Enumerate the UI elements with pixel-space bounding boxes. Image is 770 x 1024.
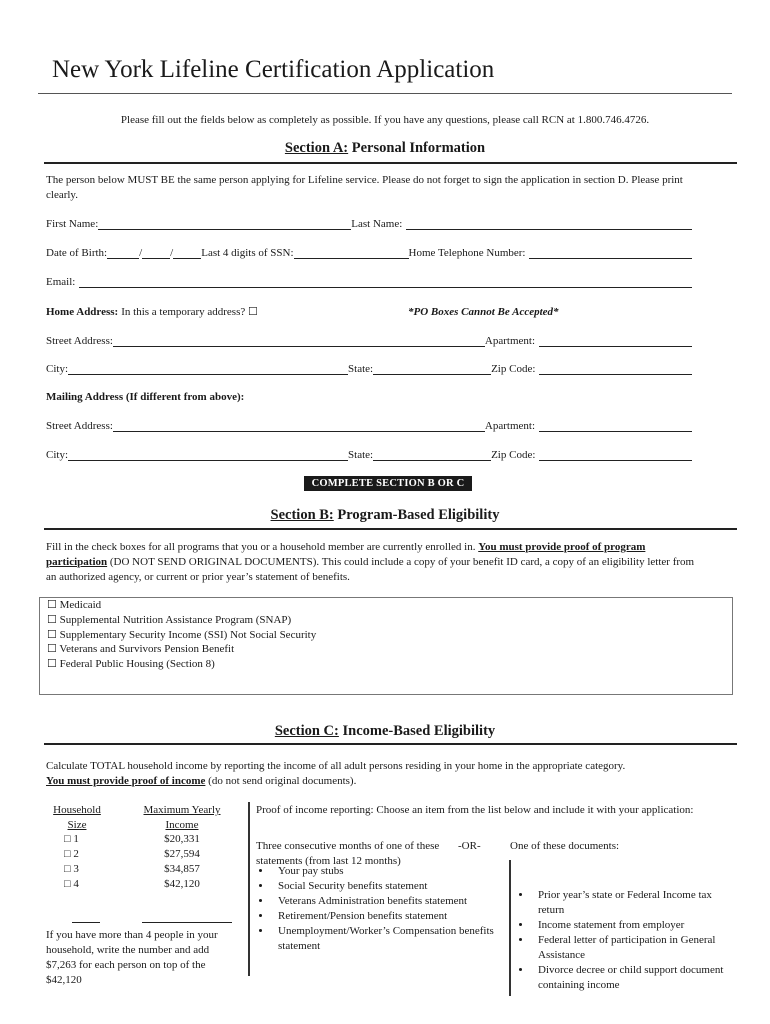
- document-item: • Prior year’s state or Federal Income tax return: [532, 888, 724, 918]
- household-size-checkbox[interactable]: □ 2: [64, 848, 79, 860]
- first-name-field[interactable]: [98, 217, 351, 230]
- city-row: [46, 359, 692, 375]
- city-label: City:: [46, 449, 69, 461]
- section-c-instructions: [46, 759, 726, 789]
- statement-item: • Veterans Administration benefits statement: [272, 894, 504, 909]
- street-field[interactable]: [113, 334, 485, 347]
- state-label: State:: [348, 363, 374, 375]
- street-label: Street Address:: [46, 335, 113, 347]
- income-value: $34,857: [164, 863, 200, 875]
- section-b-title: Program-Based Eligibility: [337, 507, 500, 523]
- income-header-1: Maximum Yearly: [143, 804, 221, 816]
- home-address-row: [46, 302, 692, 318]
- apartment-label: Apartment:: [484, 420, 536, 432]
- dob-separator: /: [170, 247, 174, 259]
- statement-item: • Unemployment/Worker’s Compensation benefits statement: [272, 924, 504, 954]
- zip-field[interactable]: [539, 362, 692, 375]
- mailing-street-field[interactable]: [113, 419, 485, 432]
- more-than-4-note: If you have more than 4 people in your household, write the number and add $7,263 for each person on top of the $42,120: [46, 929, 218, 986]
- street-label: Street Address:: [46, 420, 113, 432]
- section-b-divider: [44, 528, 737, 530]
- documents-divider: [509, 860, 511, 996]
- section-b-instr-2: (DO NOT SEND ORIGINAL DOCUMENTS). This could include a copy of your benefit ID card, a copy of an eligibility letter from an authorized agency, or current or prior year’s statement of benefits.: [46, 556, 695, 583]
- program-checkbox-veterans[interactable]: ☐ Veterans and Survivors Pension Benefit: [47, 643, 235, 656]
- income-header-2: Income: [165, 819, 199, 831]
- statement-item: • Your pay stubs: [272, 864, 504, 879]
- household-header-1: Household: [53, 804, 101, 816]
- phone-field[interactable]: [529, 246, 692, 259]
- household-size-header: [46, 803, 108, 833]
- apartment-field[interactable]: [539, 334, 692, 347]
- email-label: Email:: [46, 276, 76, 288]
- income-value: $27,594: [164, 848, 200, 860]
- household-size-checkbox[interactable]: □ 1: [64, 833, 79, 845]
- document-item: • Income statement from employer: [532, 918, 724, 933]
- intro-text: Please fill out the fields below as completely as possible. If you have any questions, please call RCN at 1.800.746.4726.: [120, 114, 650, 126]
- program-checkbox-housing[interactable]: ☐ Federal Public Housing (Section 8): [47, 658, 215, 671]
- section-c-label: Section C:: [274, 723, 339, 739]
- ssn-label: Last 4 digits of SSN:: [201, 247, 294, 259]
- temporary-address-checkbox[interactable]: In this a temporary address? ☐: [121, 306, 258, 318]
- section-a-heading: [38, 140, 732, 157]
- household-header-2: Size: [67, 819, 87, 831]
- proof-reporting-text: Proof of income reporting: Choose an item from the list below and include it with your application:: [256, 804, 694, 816]
- income-value: $42,120: [164, 878, 200, 890]
- extra-household-size-field[interactable]: [72, 922, 100, 923]
- income-list: [132, 832, 232, 892]
- section-b-proof-notice: You must provide proof of program participation: [46, 541, 646, 568]
- street-row: [46, 331, 692, 347]
- dob-month-field[interactable]: [107, 246, 139, 259]
- one-of-documents-text: One of these documents:: [510, 840, 620, 852]
- section-a-label: Section A:: [284, 140, 349, 156]
- section-b-label: Section B:: [270, 507, 334, 523]
- statements-list: [254, 864, 504, 954]
- ssn-field[interactable]: [294, 246, 409, 259]
- section-c-instr-1: Calculate TOTAL household income by reporting the income of all adult persons residing in your home in the appropriate category.: [46, 760, 626, 772]
- zip-label: Zip Code:: [491, 449, 536, 461]
- section-c-proof-notice: You must provide proof of income: [46, 775, 206, 787]
- city-field[interactable]: [68, 362, 348, 375]
- section-c-instr-2: (do not send original documents).: [208, 775, 357, 787]
- last-name-label: Last Name:: [351, 218, 403, 230]
- statement-item: • Retirement/Pension benefits statement: [272, 909, 504, 924]
- household-size-checkbox[interactable]: □ 4: [64, 878, 79, 890]
- section-c-divider: [44, 743, 737, 745]
- mailing-address-row: [46, 387, 692, 403]
- section-c-title: Income-Based Eligibility: [342, 723, 496, 739]
- po-box-notice: *PO Boxes Cannot Be Accepted*: [408, 306, 559, 318]
- section-c-heading: [38, 723, 732, 740]
- mailing-address-label: Mailing Address (If different from above):: [46, 391, 245, 403]
- program-list: [47, 598, 316, 672]
- mailing-city-row: [46, 445, 692, 461]
- section-b-heading: [38, 507, 732, 524]
- document-item: • Divorce decree or child support document containing income: [532, 963, 724, 993]
- name-row: [46, 214, 692, 230]
- zip-label: Zip Code:: [491, 363, 536, 375]
- page-title: New York Lifeline Certification Application: [52, 56, 495, 83]
- dob-row: [46, 243, 692, 259]
- household-size-checkbox[interactable]: □ 3: [64, 863, 79, 875]
- section-a-divider: [44, 162, 737, 164]
- city-label: City:: [46, 363, 69, 375]
- mailing-street-row: [46, 416, 692, 432]
- state-label: State:: [348, 449, 374, 461]
- mailing-city-field[interactable]: [68, 448, 348, 461]
- last-name-field[interactable]: [406, 217, 692, 230]
- dob-label: Date of Birth:: [46, 247, 108, 259]
- section-b-instr-1: Fill in the check boxes for all programs that you or a household member are currently enrolled in.: [46, 541, 476, 553]
- dob-day-field[interactable]: [142, 246, 170, 259]
- section-a-instructions: The person below MUST BE the same person applying for Lifeline service. Please do not forget to sign the application in section D. Please print clearly.: [46, 174, 683, 201]
- mailing-state-field[interactable]: [373, 448, 491, 461]
- or-text: -OR-: [458, 840, 481, 852]
- household-size-list: [64, 832, 104, 892]
- section-b-instructions: [46, 540, 706, 585]
- dob-separator: /: [139, 247, 143, 259]
- extra-income-field[interactable]: [142, 922, 232, 923]
- phone-label: Home Telephone Number:: [408, 247, 526, 259]
- state-field[interactable]: [373, 362, 491, 375]
- income-header: [132, 803, 232, 833]
- income-value: $20,331: [164, 833, 200, 845]
- program-checkbox-ssi[interactable]: ☐ Supplementary Security Income (SSI) Not Social Security: [47, 628, 317, 641]
- document-item: • Federal letter of participation in General Assistance: [532, 933, 724, 963]
- column-divider: [248, 802, 250, 976]
- complete-section-badge: COMPLETE SECTION B OR C: [304, 476, 472, 491]
- statement-item: • Social Security benefits statement: [272, 879, 504, 894]
- documents-list: [514, 888, 724, 993]
- program-checkbox-snap[interactable]: ☐ Supplemental Nutrition Assistance Program (SNAP): [47, 613, 292, 626]
- program-checkbox-medicaid[interactable]: ☐ Medicaid: [47, 599, 102, 611]
- title-divider: [38, 93, 732, 94]
- dob-year-field[interactable]: [173, 246, 201, 259]
- apartment-label: Apartment:: [484, 335, 536, 347]
- first-name-label: First Name:: [46, 218, 99, 230]
- email-row: [46, 272, 692, 288]
- email-field[interactable]: [79, 275, 692, 288]
- home-address-label: Home Address:: [46, 306, 119, 318]
- three-months-text: Three consecutive months of one of these statements (from last 12 months): [256, 840, 440, 867]
- mailing-zip-field[interactable]: [539, 448, 692, 461]
- mailing-apartment-field[interactable]: [539, 419, 692, 432]
- section-a-title: Personal Information: [351, 140, 486, 156]
